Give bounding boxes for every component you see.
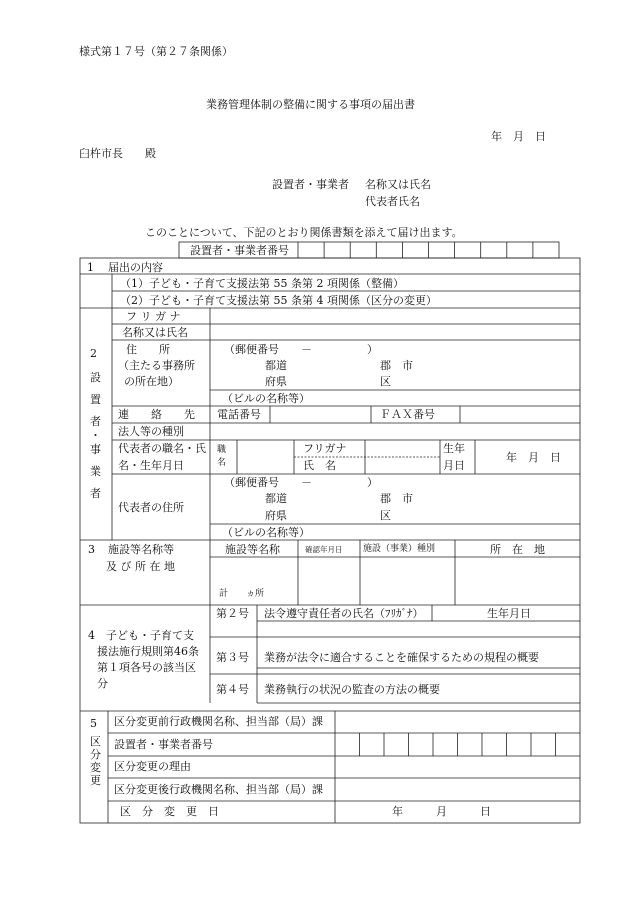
name-field-label: 名称又は氏名 (122, 326, 188, 339)
section1-item-2: （2）子ども・子育て支援法第 55 条第 4 項関係（区分の変更） (120, 294, 437, 307)
facility-name-header: 施設等名称 (225, 543, 280, 556)
change-date-ymd: 年 月 日 (392, 805, 491, 818)
post-change-agency-label: 区分変更後行政機関名称、担当部（局）課 (114, 783, 323, 796)
contact-label: 連 絡 先 (118, 408, 195, 421)
rep-name-label: 氏 名 (303, 459, 336, 472)
rep-city-2: 区 (380, 509, 391, 522)
form-number: 様式第１７号（第２７条関係） (79, 45, 233, 58)
rep-postal-code: （郵便番号 － ） (224, 476, 378, 489)
item3-number: 第３号 (216, 651, 249, 664)
postal-code: （郵便番号 － ） (224, 343, 378, 356)
item2-birthdate: 生年月日 (487, 607, 531, 620)
confirmation-date-header: 確認年月日 (305, 545, 343, 554)
change-date-label: 区 分 変 更 日 (120, 805, 219, 818)
pre-change-agency-label: 区分変更前行政機関名称、担当部（局）課 (114, 715, 323, 728)
intro-text: このことについて、下記のとおり関係書類を添えて届け出ます。 (145, 226, 463, 239)
rep-building-label: （ビルの名称等） (222, 526, 310, 539)
prefecture-label-1: 都道 (265, 359, 287, 372)
section1-title: 届出の内容 (108, 261, 163, 274)
section1-number: 1 (87, 261, 94, 274)
prefecture-label-2: 府県 (265, 375, 287, 388)
furigana-label: フ リ ガ ナ (126, 310, 181, 323)
representative-label: 代表者氏名 (365, 195, 420, 208)
section1-item-1: （1）子ども・子育て支援法第 55 条第 2 項関係（整備） (120, 277, 404, 290)
city-label-1: 郡 市 (380, 359, 413, 372)
birthdate-ymd: 年 月 日 (506, 451, 561, 464)
rep-address-label: 代表者の住所 (118, 501, 184, 514)
form-title: 業務管理体制の整備に関する事項の届出書 (206, 98, 415, 111)
item2-number: 第２号 (216, 607, 249, 620)
item3-text: 業務が法令に適合することを確保するための規程の概要 (264, 651, 539, 664)
location-header: 所 在 地 (490, 543, 545, 556)
section3-number: 3 (88, 543, 95, 556)
city-label-2: 区 (380, 375, 391, 388)
name-label: 名称又は氏名 (365, 178, 431, 191)
corp-type-label: 法人等の種別 (118, 425, 184, 438)
phone-label: 電話番号 (217, 408, 261, 421)
submitter-label: 設置者・事業者 (272, 178, 349, 191)
rep-city-1: 郡 市 (380, 492, 413, 505)
addressee: 臼杵市長 殿 (79, 147, 156, 160)
date-line: 年 月 日 (491, 130, 546, 143)
item4-text: 業務執行の状況の監査の方法の概要 (264, 683, 440, 696)
rep-prefecture-1: 都道 (265, 492, 287, 505)
total-count-label: 計 ヵ所 (219, 589, 265, 599)
operator-number-label: 設置者・事業者番号 (190, 244, 289, 257)
change-reason-label: 区分変更の理由 (114, 760, 191, 773)
fax-label: ＦＡＸ番号 (380, 408, 435, 421)
facility-type-header: 施設（事業）種別 (363, 544, 436, 554)
rep-furigana-label: フリガナ (303, 442, 347, 455)
building-label: （ビルの名称等） (222, 392, 310, 405)
item4-number: 第４号 (216, 683, 249, 696)
item2-text: 法令遵守責任者の氏名（ﾌﾘｶﾞﾅ） (264, 607, 424, 620)
section5-operator-number-label: 設置者・事業者番号 (114, 738, 213, 751)
rep-prefecture-2: 府県 (265, 509, 287, 522)
